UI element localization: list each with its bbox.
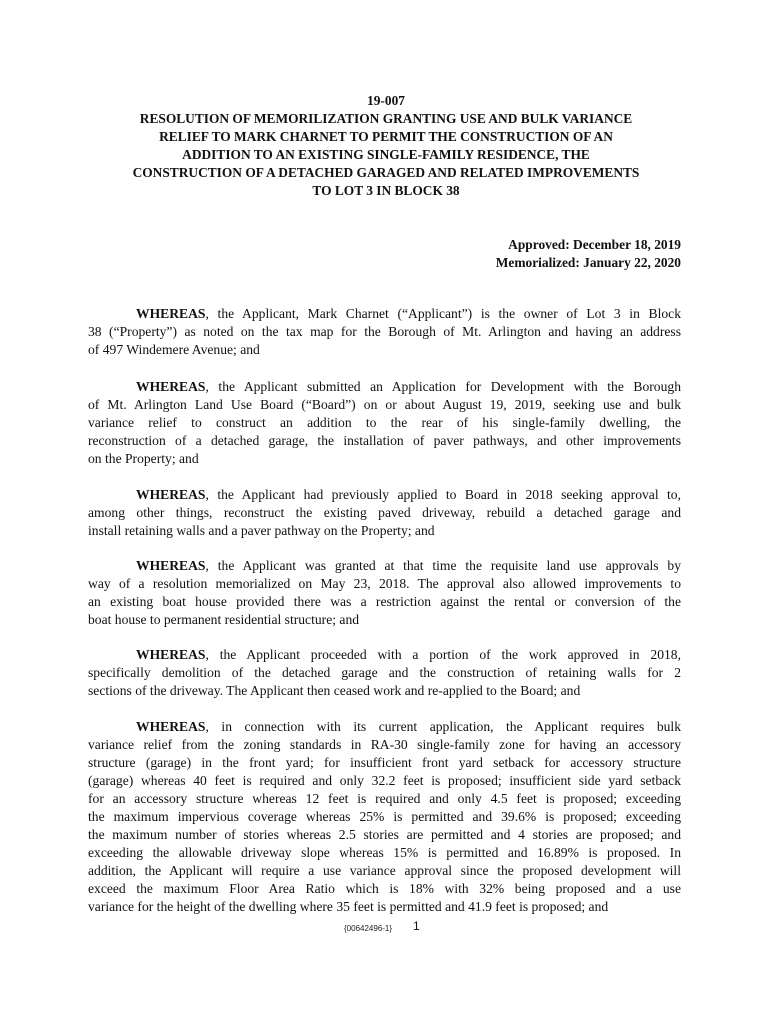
whereas-keyword: WHEREAS — [136, 719, 206, 734]
paragraph-line — [88, 305, 681, 323]
paragraph-line: 38 (“Property”) as noted on the tax map for the Borough of Mt. Arlington and having an address — [88, 324, 681, 339]
paragraph-line: an existing boat house provided there was a restriction against the rental or conversion of the — [88, 594, 681, 609]
whereas-paragraph — [88, 486, 681, 540]
paragraph-line — [88, 646, 681, 664]
whereas-paragraph — [88, 557, 681, 629]
paragraph-text: , in connection with its current application, the Applicant requires bulk — [205, 719, 681, 734]
paragraph-line: the maximum impervious coverage whereas 25% is permitted and 39.6% is proposed; exceeding — [88, 809, 681, 824]
paragraph-line: structure (garage) in the front yard; for insufficient front yard setback for accessory structure — [88, 755, 681, 770]
paragraph-text: , the Applicant had previously applied to Board in 2018 seeking approval to, — [205, 487, 681, 502]
paragraph-line: addition, the Applicant will require a use variance approval since the proposed development will — [88, 863, 681, 878]
document-id: {00642496-1} — [344, 924, 393, 933]
paragraph-line: reconstruction of a detached garage, the installation of paver pathways, and other improvements — [88, 433, 681, 448]
page-number: 1 — [413, 919, 420, 933]
whereas-keyword: WHEREAS — [136, 306, 206, 321]
paragraph-text: , the Applicant submitted an Application for Development with the Borough — [205, 379, 681, 394]
paragraph-text: , the Applicant proceeded with a portion of the work approved in 2018, — [205, 647, 681, 662]
whereas-paragraph — [88, 718, 681, 916]
paragraph-line: way of a resolution memorialized on May 23, 2018. The approval also allowed improvements to — [88, 576, 681, 591]
paragraph-line: (garage) whereas 40 feet is required and only 32.2 feet is proposed; insufficient side yard setback — [88, 773, 681, 788]
approved-date: Approved: December 18, 2019 — [508, 237, 681, 252]
resolution-header — [86, 92, 686, 200]
paragraph-line: exceed the maximum Floor Area Ratio which is 18% with 32% being proposed and a use — [88, 881, 681, 896]
paragraph-line: sections of the driveway. The Applicant then ceased work and re-applied to the Board; and — [88, 683, 581, 698]
paragraph-line: the maximum number of stories whereas 2.5 stories are permitted and 4 stories are proposed; and — [88, 827, 681, 842]
whereas-keyword: WHEREAS — [136, 379, 206, 394]
paragraph-line: variance relief to construct an addition to the rear of his single-family dwelling, the — [88, 415, 681, 430]
paragraph-line: on the Property; and — [88, 451, 199, 466]
resolution-title-line: TO LOT 3 IN BLOCK 38 — [312, 183, 460, 198]
whereas-keyword: WHEREAS — [136, 647, 206, 662]
paragraph-line: of Mt. Arlington Land Use Board (“Board”) on or about August 19, 2019, seeking use and bulk — [88, 397, 681, 412]
paragraph-line: specifically demolition of the detached garage and the construction of retaining walls for 2 — [88, 665, 681, 680]
whereas-paragraph — [88, 305, 681, 359]
paragraph-line: of 497 Windemere Avenue; and — [88, 342, 260, 357]
paragraph-line — [88, 378, 681, 396]
resolution-title-line: RESOLUTION OF MEMORILIZATION GRANTING USE AND BULK VARIANCE — [139, 111, 633, 126]
paragraph-line: exceeding the allowable driveway slope whereas 15% is permitted and 16.89% is proposed. In — [88, 845, 681, 860]
paragraph-line: among other things, reconstruct the existing paved driveway, rebuild a detached garage and — [88, 505, 681, 520]
whereas-paragraph — [88, 378, 681, 468]
paragraph-line: boat house to permanent residential structure; and — [88, 612, 360, 627]
paragraph-line — [88, 486, 681, 504]
paragraph-text: , the Applicant, Mark Charnet (“Applicant”) is the owner of Lot 3 in Block — [205, 306, 681, 321]
resolution-number: 19-007 — [367, 93, 405, 108]
resolution-title-line: CONSTRUCTION OF A DETACHED GARAGED AND RELATED IMPROVEMENTS — [132, 165, 640, 180]
whereas-keyword: WHEREAS — [136, 558, 206, 573]
paragraph-line: install retaining walls and a paver pathway on the Property; and — [88, 523, 435, 538]
approval-dates — [496, 236, 681, 272]
paragraph-line: for an accessory structure whereas 12 feet is required and only 4.5 feet is proposed; exceeding — [88, 791, 681, 806]
whereas-keyword: WHEREAS — [136, 487, 206, 502]
resolution-title-line: ADDITION TO AN EXISTING SINGLE-FAMILY RESIDENCE, THE — [182, 147, 590, 162]
resolution-title-line: RELIEF TO MARK CHARNET TO PERMIT THE CONSTRUCTION OF AN — [159, 129, 613, 144]
paragraph-text: , the Applicant was granted at that time the requisite land use approvals by — [205, 558, 681, 573]
whereas-paragraph — [88, 646, 681, 700]
paragraph-line — [88, 557, 681, 575]
paragraph-line — [88, 718, 681, 736]
memorialized-date: Memorialized: January 22, 2020 — [495, 255, 681, 270]
paragraph-line: variance relief from the zoning standards in RA-30 single-family zone for having an accessory — [88, 737, 681, 752]
paragraph-line: variance for the height of the dwelling where 35 feet is permitted and 41.9 feet is proposed; and — [88, 899, 609, 914]
